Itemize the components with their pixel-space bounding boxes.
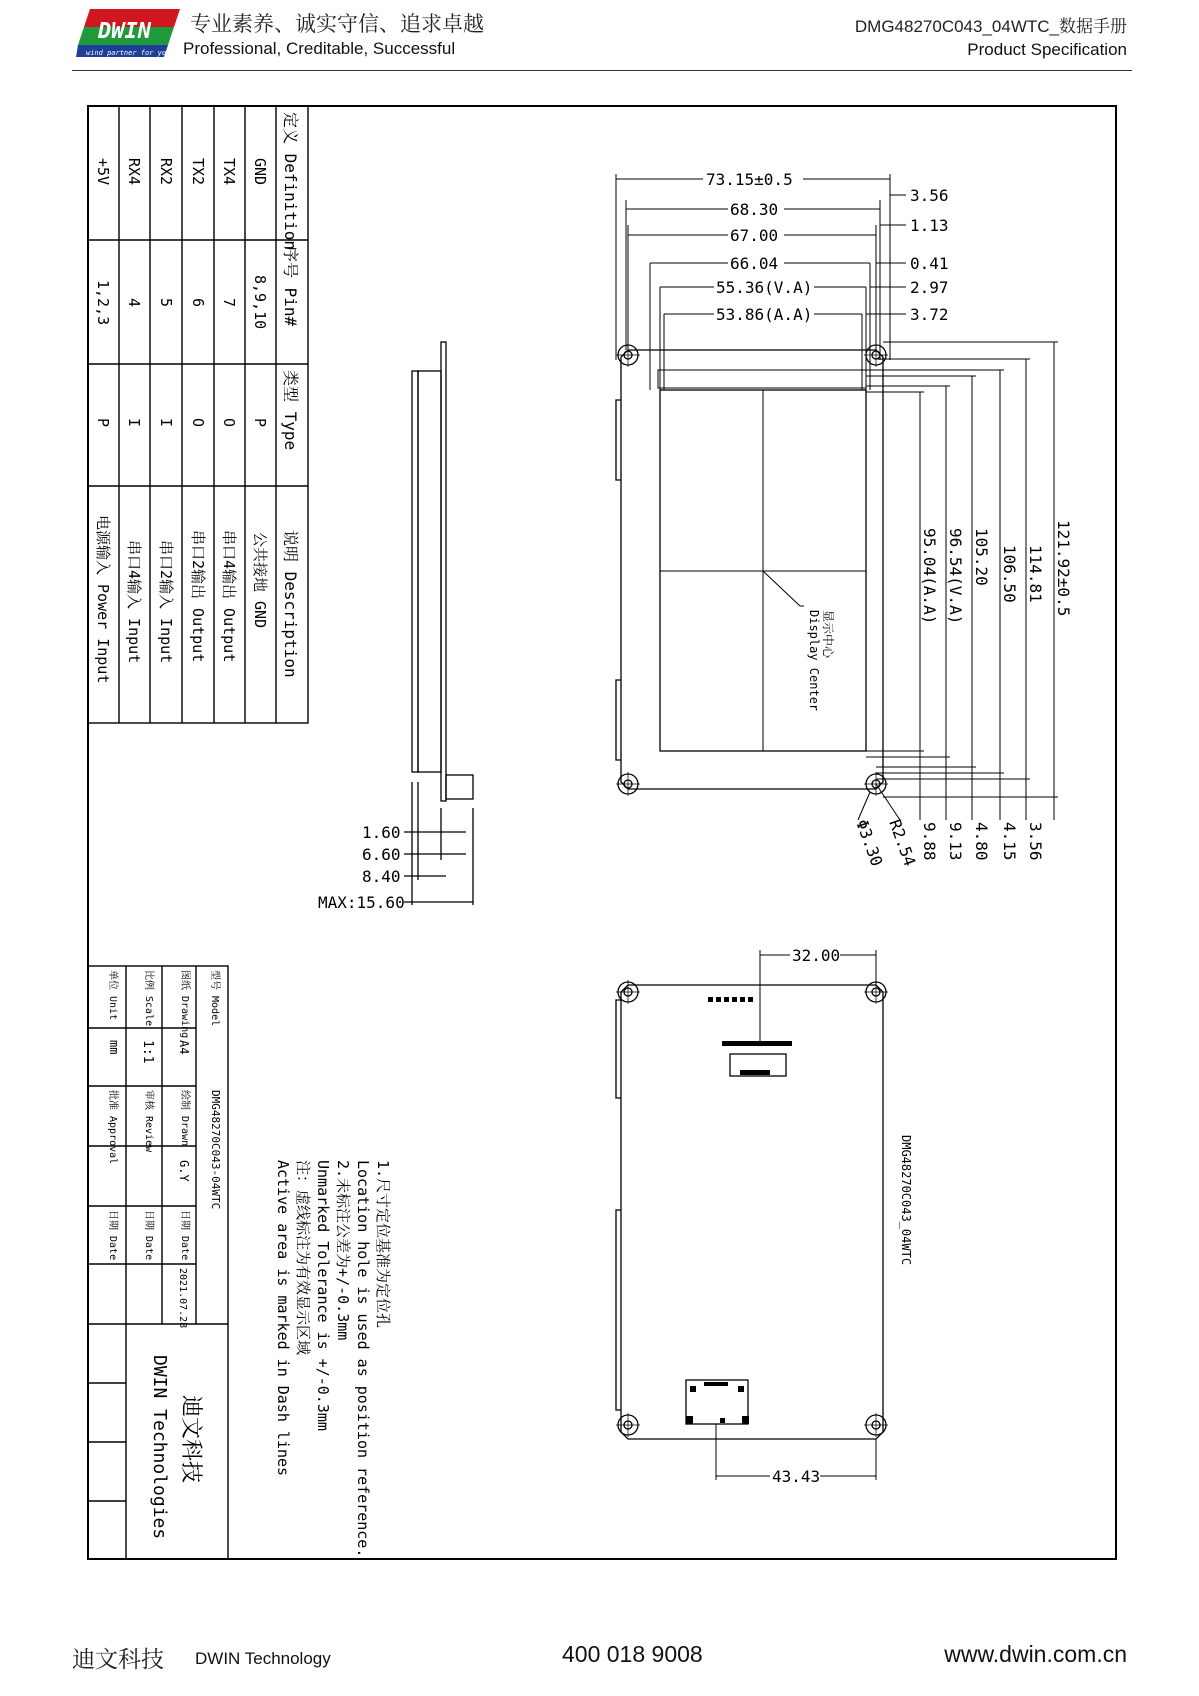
tb-drawing-value: A4 (177, 1040, 191, 1055)
logo-text: DWIN (98, 19, 151, 44)
dim-bottom-356: 3.56 (1026, 822, 1045, 861)
table-row-0-type: P (251, 418, 269, 428)
table-row-0-pin: 8,9,10 (251, 275, 269, 330)
table-row-0-definition: GND (251, 158, 269, 186)
doc-title: DMG48270C043_04WTC_数据手册 (854, 17, 1127, 36)
table-row-4-definition: RX4 (125, 158, 143, 186)
table-row-4-type: I (125, 418, 143, 428)
logo-tagline: wind partner for you (86, 49, 171, 57)
front-bottom-dim-labels (852, 817, 1045, 869)
back-view (616, 980, 888, 1439)
dim-width-va: 55.36(V.A) (716, 278, 813, 297)
tb-scale-label: 比例 Scale (143, 970, 154, 1027)
dim-width-6700: 67.00 (730, 226, 779, 245)
tb-drawn-value: G.Y (177, 1160, 191, 1182)
tb-review-label: 审核 Review (143, 1090, 154, 1153)
back-view-pads (686, 997, 792, 1424)
footer-company-en: DWIN Technology (195, 1649, 331, 1668)
back-view-dims (716, 950, 876, 1480)
tb-scale-value: 1:1 (140, 1040, 155, 1064)
table-row-2-description: 串口2输出 Output (189, 530, 207, 663)
dim-bottom-480: 4.80 (972, 822, 991, 861)
table-row-5-type: P (94, 418, 112, 428)
tb-unit-label: 单位 Unit (107, 970, 118, 1021)
table-row-4-pin: 4 (125, 298, 143, 308)
notes (274, 1160, 392, 1557)
side-dim-840: 8.40 (362, 867, 401, 886)
table-row-3-type: I (157, 418, 175, 428)
doc-subtitle: Product Specification (967, 40, 1127, 59)
front-view (616, 343, 888, 796)
slogan-cn: 专业素养、诚实守信、追求卓越 (190, 12, 484, 36)
tb-company-cn: 迪文科技 (178, 1395, 203, 1484)
dim-right-297: 2.97 (910, 278, 949, 297)
pin-header-pin: 序号 Pin# (281, 246, 300, 327)
side-dim-660: 6.60 (362, 845, 401, 864)
dim-height-aa: 95.04(A.A) (920, 528, 939, 625)
dim-height-105: 105.20 (972, 528, 991, 586)
slogan-en: Professional, Creditable, Successful (183, 39, 456, 58)
pin-header-definition: 定义 Definition (281, 112, 300, 250)
dim-height-114: 114.81 (1026, 545, 1045, 603)
table-row-5-description: 电源输入 Power Input (94, 515, 112, 684)
table-row-2-type: O (189, 418, 207, 428)
title-block-text (107, 970, 222, 1539)
dim-bottom-913: 9.13 (946, 822, 965, 861)
tb-date-label-3: 日期 Date (107, 1210, 118, 1261)
dim-width-aa: 53.86(A.A) (716, 305, 813, 324)
dim-right-356: 3.56 (910, 186, 949, 205)
side-view (404, 342, 473, 905)
dim-height-va: 96.54(V.A) (946, 528, 965, 625)
display-center-label (807, 610, 836, 711)
tb-approval-label: 批准 Approval (107, 1090, 118, 1165)
table-row-1-pin: 7 (220, 298, 238, 308)
table-row-2-definition: TX2 (189, 158, 207, 186)
dim-width-overall: 73.15±0.5 (706, 170, 793, 189)
tb-company-en: DWIN Technologies (149, 1355, 170, 1540)
back-view-model: DMG48270C043_04WTC (899, 1135, 913, 1266)
note-line-6: Active area is marked in Dash lines (274, 1160, 292, 1477)
table-row-1-type: O (220, 418, 238, 428)
dim-width-6604: 66.04 (730, 254, 779, 273)
table-row-5-definition: +5V (94, 158, 112, 186)
table-row-1-description: 串口4输出 Output (220, 530, 238, 663)
dim-width-6830: 68.30 (730, 200, 779, 219)
pin-header-description: 说明 Description (281, 530, 300, 678)
dim-bottom-415: 4.15 (1000, 822, 1019, 861)
side-dim-max: MAX:15.60 (318, 893, 405, 912)
tb-unit-value: mm (107, 1040, 121, 1055)
dim-right-372: 3.72 (910, 305, 949, 324)
dim-right-041: 0.41 (910, 254, 949, 273)
back-dim-4343: 43.43 (772, 1467, 821, 1486)
note-line-3: 2.未标注公差为+/-0.3mm (334, 1160, 352, 1341)
back-dim-3200: 32.00 (792, 946, 841, 965)
tb-drawing-label: 图纸 Drawing (179, 970, 190, 1039)
table-row-0-description: 公共接地 GND (251, 532, 269, 629)
dim-bottom-radius: R2.54 (885, 816, 920, 869)
table-row-3-definition: RX2 (157, 158, 175, 186)
table-row-3-description: 串口2输入 Input (157, 540, 175, 664)
table-row-3-pin: 5 (157, 298, 175, 308)
display-center-en: Display Center (807, 610, 821, 712)
tb-model-label: 型号 Model (209, 970, 220, 1027)
tb-drawn-label: 绘制 Drawn (179, 1090, 190, 1147)
note-line-4: Unmarked Tolerance is +/-0.3mm (314, 1160, 332, 1431)
dim-bottom-hole: Φ3.30 (852, 816, 887, 869)
note-line-2: Location hole is used as position reference. (354, 1160, 372, 1558)
table-row-2-pin: 6 (189, 298, 207, 308)
side-dim-160: 1.60 (362, 823, 401, 842)
tb-date-label-1: 日期 Date (179, 1210, 190, 1261)
note-line-1: 1.尺寸定位基准为定位孔 (374, 1160, 392, 1329)
tb-model-value: DMG48270C043-04WTC (209, 1090, 222, 1210)
dim-height-106: 106.50 (1000, 545, 1019, 603)
tb-date-value: 2021.07.28 (177, 1268, 188, 1329)
footer-website[interactable]: www.dwin.com.cn (944, 1641, 1127, 1667)
table-row-5-pin: 1,2,3 (94, 280, 112, 326)
dim-bottom-988: 9.88 (920, 822, 939, 861)
dim-height-overall: 121.92±0.5 (1054, 520, 1073, 617)
table-row-4-description: 串口4输入 Input (125, 540, 143, 664)
tb-date-label-2: 日期 Date (143, 1210, 154, 1261)
front-height-dim-labels (920, 520, 1073, 624)
note-line-5: 注：虚线标注为有效显示区域 (294, 1160, 312, 1356)
display-center-cn: 显示中心 (821, 610, 835, 659)
footer-company-cn: 迪文科技 (72, 1647, 164, 1673)
pin-header-type: 类型 Type (281, 370, 300, 451)
footer-phone: 400 018 9008 (562, 1641, 703, 1667)
table-row-1-definition: TX4 (220, 158, 238, 186)
dim-right-113: 1.13 (910, 216, 949, 235)
